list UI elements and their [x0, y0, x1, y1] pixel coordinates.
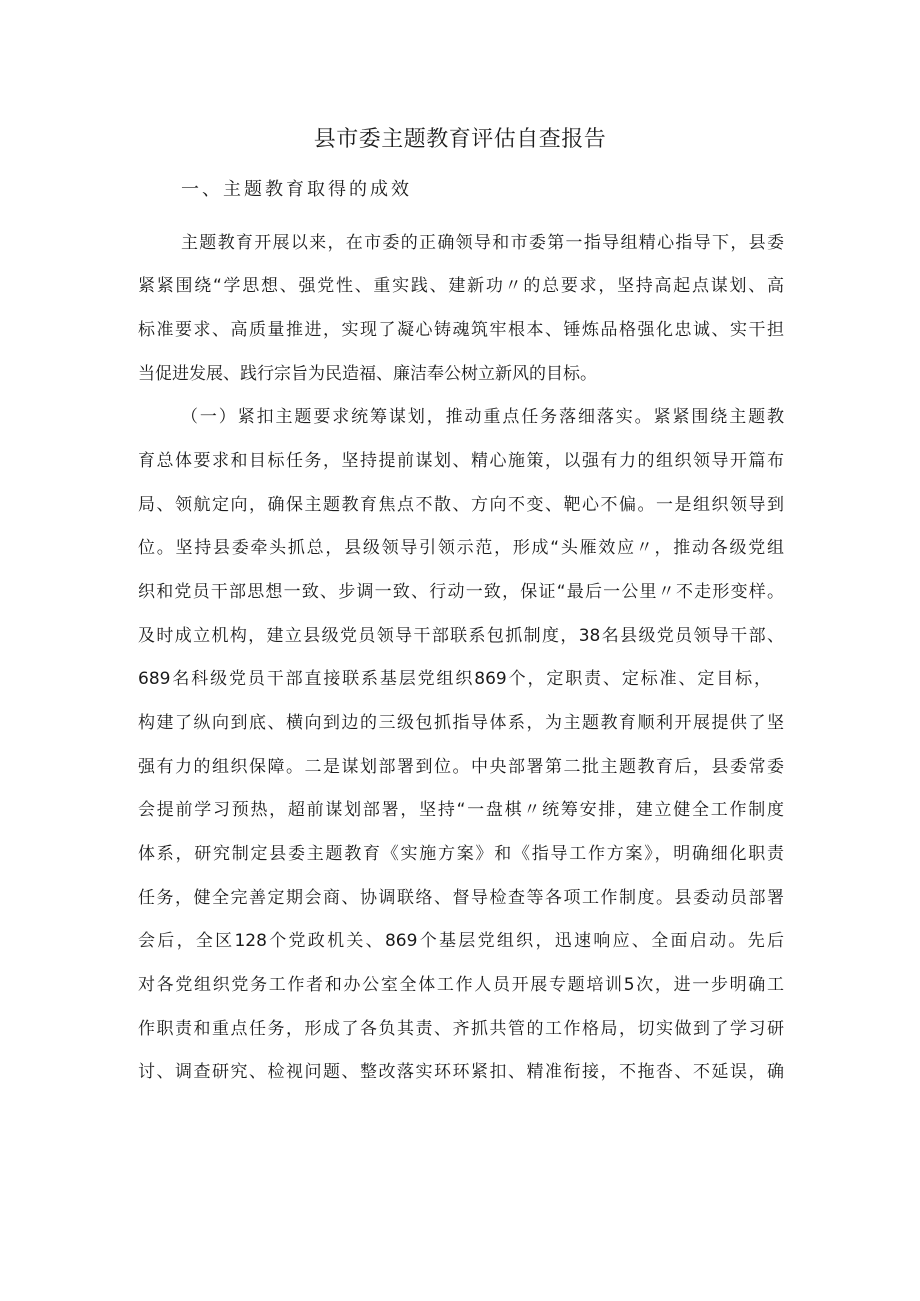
paragraph-line: 689名科级党员干部直接联系基层党组织869个，定职责、定标准、定目标，	[138, 669, 771, 689]
paragraph-line: 当促进发展、践行宗旨为民造福、廉洁奉公树立新风的目标。	[138, 364, 597, 384]
paragraph-line: 及时成立机构，建立县级党员领导干部联系包抓制度，38名县级党员领导干部、	[138, 626, 784, 646]
paragraph-line: 织和党员干部思想一致、步调一致、行动一致，保证“最后一公里〃不走形变样。	[138, 582, 784, 602]
paragraph-line: 会后，全区128个党政机关、869个基层党组织，迅速响应、全面启动。先后	[138, 931, 784, 951]
paragraph-line: 讨、调查研究、检视问题、整改落实环环紧扣、精准衔接，不拖沓、不延误，确	[138, 1062, 784, 1082]
paragraph-line: 紧紧围绕“学思想、强党性、重实践、建新功〃的总要求，坚持高起点谋划、高	[138, 276, 784, 296]
paragraph-line: 育总体要求和目标任务，坚持提前谋划、精心施策，以强有力的组织领导开篇布	[138, 451, 784, 471]
paragraph-line: 主题教育开展以来，在市委的正确领导和市委第一指导组精心指导下，县委	[181, 233, 784, 253]
paragraph-line: 标准要求、高质量推进，实现了凝心铸魂筑牢根本、锤炼品格强化忠诚、实干担	[138, 320, 784, 340]
paragraph-line: 会提前学习预热，超前谋划部署，坚持“一盘棋〃统筹安排，建立健全工作制度	[138, 800, 784, 820]
paragraph-line: 位。坚持县委牵头抓总，县级领导引领示范，形成“头雁效应〃，推动各级党组	[138, 538, 784, 558]
paragraph-line: 构建了纵向到底、横向到边的三级包抓指导体系，为主题教育顺利开展提供了坚	[138, 713, 784, 733]
paragraph-line: 强有力的组织保障。二是谋划部署到位。中央部署第二批主题教育后，县委常委	[138, 757, 784, 777]
paragraph-line: （一）紧扣主题要求统筹谋划，推动重点任务落细落实。紧紧围绕主题教	[181, 407, 784, 427]
paragraph-line: 体系，研究制定县委主题教育《实施方案》和《指导工作方案》，明确细化职责	[138, 844, 784, 864]
document-title: 县市委主题教育评估自查报告	[313, 127, 607, 152]
section-heading: 一、主题教育取得的成效	[181, 179, 412, 200]
paragraph-line: 任务，健全完善定期会商、协调联络、督导检查等各项工作制度。县委动员部署	[138, 888, 784, 908]
paragraph-line: 局、领航定向，确保主题教育焦点不散、方向不变、靶心不偏。一是组织领导到	[138, 495, 784, 515]
paragraph-line: 对各党组织党务工作者和办公室全体工作人员开展专题培训5次，进一步明确工	[138, 975, 784, 995]
paragraph-line: 作职责和重点任务，形成了各负其责、齐抓共管的工作格局，切实做到了学习研	[138, 1019, 784, 1039]
